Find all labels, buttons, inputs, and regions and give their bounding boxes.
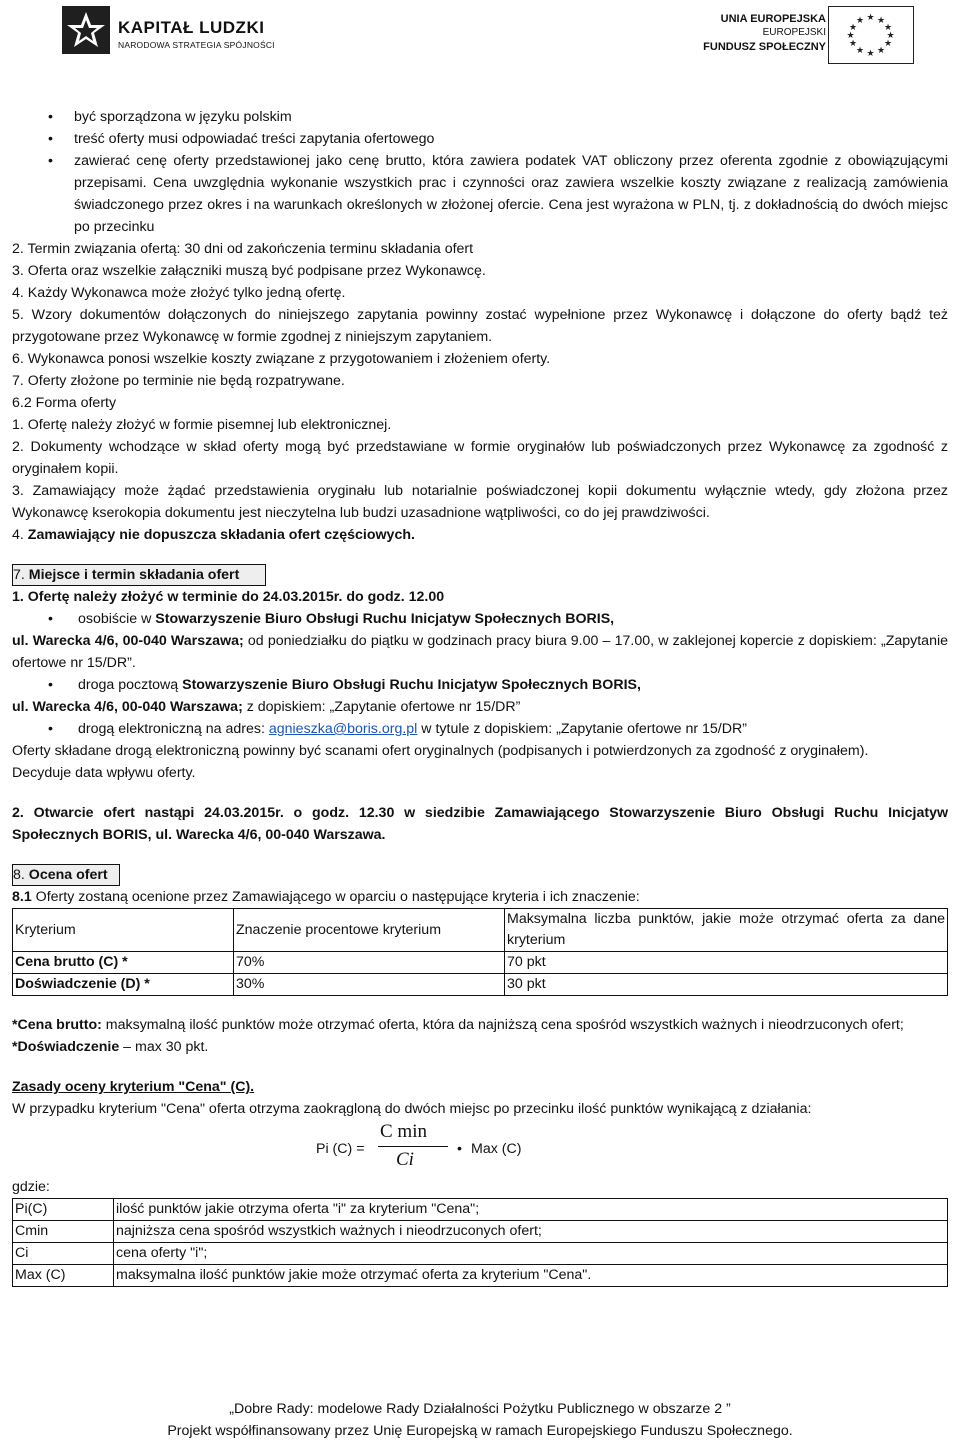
list-item: • osobiście w Stowarzyszenie Biuro Obsługi Ruchu Inicjatyw Społecznych BORIS, [12,608,948,630]
price-formula [12,1120,948,1176]
page-footer [0,1398,960,1442]
eu-line2: EUROPEJSKI [762,27,826,38]
paragraph: 3. Zamawiający może żądać przedstawienia oryginału lub notarialnie poświadczonej kopii dokumentu wyłącznie wtedy, gdy złożona przez Wykonawcę kserokopia dokumentu jest nieczytelna lub budzi uzasadnione wątpliwości, co do jej prawdziwości. [12,483,948,521]
table-cell: 70 pkt [505,952,948,974]
paragraph: 1. Ofertę należy złożyć w formie pisemnej lub elektronicznej. [12,417,392,433]
section-7-title: 7. Miejsce i termin składania ofert [12,564,266,586]
table-cell: Doświadczenie (D) * [13,974,234,996]
table-cell: ilość punktów jakie otrzyma oferta "i" za kryterium "Cena"; [114,1199,948,1221]
table-cell: Pi(C) [13,1199,114,1221]
legend-table [12,1198,948,1287]
svg-text:★: ★ [876,46,886,56]
paragraph: 7. Oferty złożone po terminie nie będą rozpatrywane. [12,373,345,389]
kapital-ludzki-subtitle: NARODOWA STRATEGIA SPÓJNOŚCI [118,40,275,50]
email-link[interactable]: agnieszka@boris.org.pl [268,721,418,737]
paragraph: Oferty składane drogą elektroniczną powinny być scanami ofert oryginalnych (podpisanych i potwierdzonych za zgodność z oryginałem). [12,743,869,759]
list-item: • drogą elektroniczną na adres: agnieszka@boris.org.pl w tytule z dopiskiem: „Zapytanie ofertowe nr 15/DR” [12,718,948,740]
kapital-ludzki-logo [62,6,282,62]
subsection-title: 6.2 Forma oferty [12,395,117,411]
paragraph: 2. Termin związania ofertą: 30 dni od zakończenia terminu składania ofert [12,241,474,257]
svg-text:★: ★ [883,39,893,49]
bullet-icon: • [48,721,53,737]
formula-rhs: Max (C) [471,1141,522,1157]
table-cell: najniższa cena spośród wszystkich ważnych i nieodrzuconych ofert; [114,1221,948,1243]
formula-numerator: C min [380,1121,427,1142]
svg-text:★: ★ [866,49,875,59]
table-cell: 30 pkt [505,974,948,996]
bullet-icon: • [48,153,53,169]
table-row [13,974,948,996]
kapital-ludzki-icon [62,6,110,54]
svg-text:★: ★ [848,23,858,33]
cena-note: *Cena brutto: maksymalną ilość punktów może otrzymać oferta, która da najniższą cena spośród wszystkich ważnych i nieodrzuconych ofert; [12,1017,904,1033]
table-row [13,1243,948,1265]
list-item: • zawierać cenę oferty przedstawionej jako cenę brutto, która zawiera podatek VAT obliczony przez oferenta zgodnie z obowiązującymi przepisami. Cena uwzględnia wykonanie wszystkich prac i czynności oraz zawiera wszelkie koszty związane z realizacją zamówienia świadczonego przez okres i na warunkach określonych w złożonej ofercie. Cena jest wyrażona w PLN, tj. z dokładnością do dwóch miejsc po przecinku [12,150,948,238]
criteria-intro: 8.1 Oferty zostaną ocenione przez Zamawiającego w oparciu o następujące kryteria i ich znaczenie: [12,889,640,905]
svg-text:★: ★ [876,16,886,26]
footer-project-title: „Dobre Rady: modelowe Rady Działalności Pożytku Publicznego w obszarze 2 ” [229,1401,731,1417]
paragraph: 5. Wzory dokumentów dołączonych do niniejszego zapytania powinny zostać wypełnione przez Wykonawcę i dołączone do oferty bądź też przygotowane przez Wykonawcę w formie zgodnej z niniejszym zapytaniem. [12,307,948,345]
table-cell: Ci [13,1243,114,1265]
svg-text:★: ★ [855,46,865,56]
deadline: 1. Ofertę należy złożyć w terminie do 24.03.2015r. do godz. 12.00 [12,589,445,605]
list-item: • droga pocztową Stowarzyszenie Biuro Obsługi Ruchu Inicjatyw Społecznych BORIS, [12,674,948,696]
paragraph: 4. Każdy Wykonawca może złożyć tylko jedną ofertę. [12,285,346,301]
table-cell: 70% [234,952,505,974]
table-row [13,952,948,974]
doswiadczenie-note: *Doświadczenie – max 30 pkt. [12,1039,209,1055]
table-cell: cena oferty "i"; [114,1243,948,1265]
page-header [0,0,960,70]
section-8-title: 8. Ocena ofert [12,864,120,886]
svg-text:★: ★ [886,31,895,41]
bullet-icon: • [48,131,53,147]
rules-text: W przypadku kryterium "Cena" oferta otrzyma zaokrągloną do dwóch miejsc po przecinku ilość punktów wynikającą z działania: [12,1101,812,1117]
eu-logo [682,6,914,64]
rules-title: Zasady oceny kryterium "Cena" (C). [12,1079,255,1095]
bullet-icon: • [48,677,53,693]
paragraph: 4. Zamawiający nie dopuszcza składania ofert częściowych. [12,527,415,543]
table-header-cell: Znaczenie procentowe kryterium [234,909,505,952]
paragraph: 3. Oferta oraz wszelkie załączniki muszą być podpisane przez Wykonawcę. [12,263,486,279]
svg-text:★: ★ [866,13,875,23]
table-cell: Cmin [13,1221,114,1243]
table-cell: Cena brutto (C) * [13,952,234,974]
where-label: gdzie: [12,1179,50,1195]
document-body [12,106,948,1287]
paragraph: 6. Wykonawca ponosi wszelkie koszty związane z przygotowaniem i złożeniem oferty. [12,351,551,367]
criteria-table [12,908,948,996]
bullet-icon: • [48,109,53,125]
opening-info: 2. Otwarcie ofert nastąpi 24.03.2015r. o godz. 12.30 w siedzibie Zamawiającego Stowarzyszenie Biuro Obsługi Ruchu Inicjatyw Społecznych BORIS, ul. Warecka 4/6, 00-040 Warszawa. [12,805,948,843]
table-row [13,1199,948,1221]
multiply-dot-icon: • [457,1141,462,1157]
paragraph: 2. Dokumenty wchodzące w skład oferty mogą być przedstawiane w formie oryginałów lub poświadczonych przez Wykonawcę za zgodność z oryginałem kopii. [12,439,948,477]
bullet-icon: • [48,611,53,627]
formula-lhs: Pi (C) = [316,1141,365,1157]
list-item: • być sporządzona w języku polskim [12,106,948,128]
table-row [13,1221,948,1243]
paragraph: Decyduje data wpływu oferty. [12,765,196,781]
table-cell: 30% [234,974,505,996]
table-header-row [13,909,948,952]
svg-text:★: ★ [848,39,858,49]
formula-denominator: Ci [396,1149,414,1170]
address-1: ul. Warecka 4/6, 00-040 Warszawa; od poniedziałku do piątku w godzinach pracy biura 9.00 – 17.00, w zaklejonej kopercie z dopiskiem: „Zapytanie ofertowe nr 15/DR”. [12,633,949,671]
table-header-cell: Kryterium [13,909,234,952]
svg-text:★: ★ [883,23,893,33]
table-header-cell: Maksymalna liczba punktów, jakie może otrzymać oferta za dane kryterium [505,909,948,952]
footer-funding: Projekt współfinansowany przez Unię Europejską w ramach Europejskiego Funduszu Społecznego. [167,1423,793,1439]
svg-text:★: ★ [855,16,865,26]
table-cell: maksymalna ilość punktów jakie może otrzymać oferta za kryterium "Cena". [114,1265,948,1287]
eu-logo-text [703,12,826,54]
eu-line1: UNIA EUROPEJSKA [720,13,826,25]
address-2: ul. Warecka 4/6, 00-040 Warszawa; z dopiskiem: „Zapytanie ofertowe nr 15/DR” [12,699,521,715]
svg-text:★: ★ [846,31,855,41]
fraction-bar [378,1146,448,1147]
eu-flag-icon [828,6,914,64]
list-item: • treść oferty musi odpowiadać treści zapytania ofertowego [12,128,948,150]
eu-line3: FUNDUSZ SPOŁECZNY [703,41,826,53]
table-cell: Max (C) [13,1265,114,1287]
table-row [13,1265,948,1287]
kapital-ludzki-title: KAPITAŁ LUDZKI [118,18,265,37]
